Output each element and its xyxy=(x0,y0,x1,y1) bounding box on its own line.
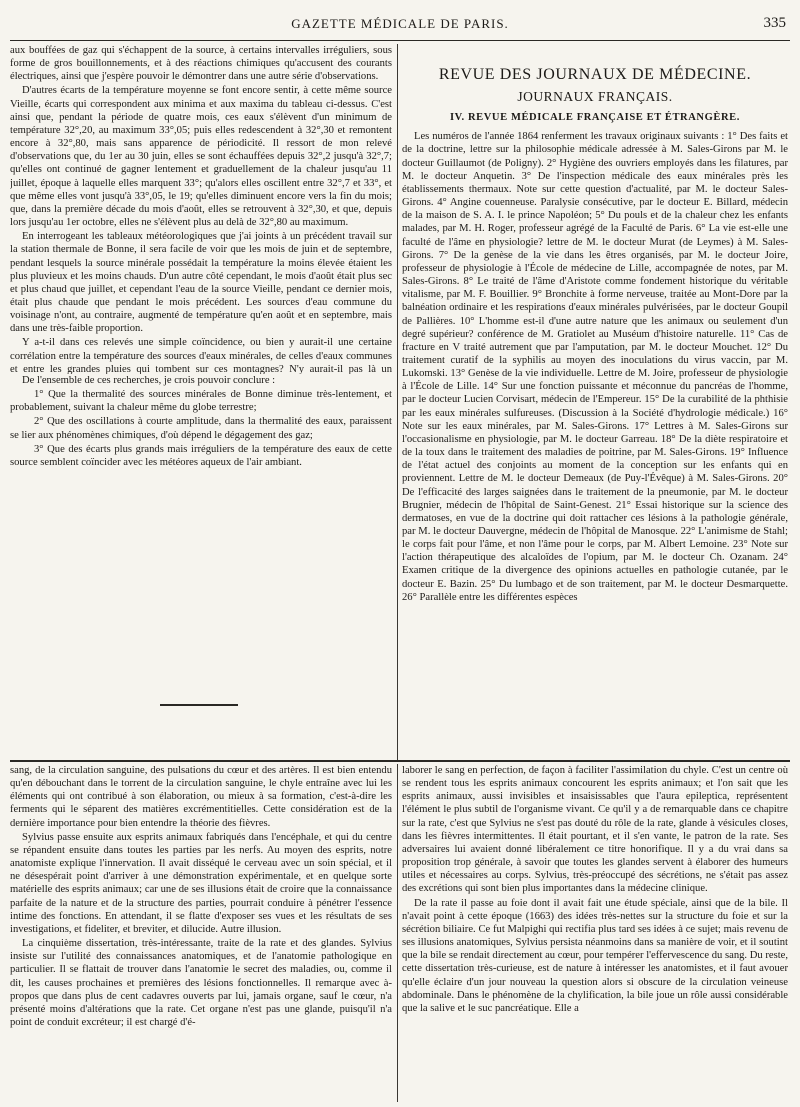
right-column-top xyxy=(402,44,788,759)
section-heading: IV. REVUE MÉDICALE FRANÇAISE ET ÉTRANGÈRE. xyxy=(450,112,740,124)
left-column-top xyxy=(10,44,392,374)
column-divider-top xyxy=(397,44,398,760)
page-number: 335 xyxy=(763,15,786,31)
bottom-right-column xyxy=(402,764,788,1102)
paragraph: laborer le sang en perfection, de façon à faciliter l'assimilation du chyle. C'est un centre où se rendent tous les esprits animaux concourent les esprits animaux; et l'on sait que les esprits animaux, aussi invisibles et insaisissables que l'aura epileptica, représentent l'élément le plus subtil de l'organisme vivant. Ce qu'il y a de remarquable dans ce chapitre sur la rate, c'est que Sylvius ne s'est pas douté du rôle de la rate, glande à vésicules closes, dans les fièvres intermittentes. Il était pourtant, et il s'en vante, le patron de la rate. Ses adversaires lui avaient donné libéralement ce titre honorifique. Il y a du vrai dans sa proposition trop générale, à savoir que toutes les glandes servent à élaborer des humeurs utiles et nécessaires au corps. Sylvius, très-préoccupé des sécrétions, ne s'était pas assez des excrétions qui sont bien plus importantes dans la médecine clinique. xyxy=(402,765,788,895)
conclusion-item: 1° Que la thermalité des sources minérales de Bonne diminue très-lentement, et probablement, suivant la chaleur même du globe terrestre; xyxy=(10,389,392,414)
paragraph: Y a-t-il dans ces relevés une simple coïncidence, ou bien y aurait-il une certaine corrélation entre la température des sources d'eaux minérales, de celles d'eaux communes et entre les grandes pluies qui tombent sur ces montagnes? N'y aurait-il pas là un xyxy=(10,337,392,374)
running-head xyxy=(10,10,790,41)
left-column-conclusions xyxy=(10,374,392,694)
column-divider-bottom xyxy=(397,764,398,1102)
paragraph: aux bouffées de gaz qui s'échappent de la source, à certains intervalles irréguliers, sous forme de gros bouillonnements, et à des réactions chimiques qu'accusent des courants électriques, ainsi que j'espère pouvoir le démontrer dans une autre série d'observations. xyxy=(10,45,392,83)
paragraph: Sylvius passe ensuite aux esprits animaux fabriqués dans l'encéphale, et qui du centre se répandent ensuite dans toutes les parties par les nerfs. Au moyen des esprits, notre anatomiste explique l'innervation. Il avait disséqué le cerveau avec un soin spécial, et il ne désespérait point d'arriver à une démonstration expérimentale, et en quelque sorte matérielle des esprits animaux; car une de ses illusions était de croire que la connaissance parfaite de la nature et de la structure des parties, pourrait conduire à pénétrer l'essence intime des fonctions. En attendant, il se flatte d'exposer ses vues et les résultats de ses investigations, et fideliter, et breviter, et dilucide. Autre illusion. xyxy=(10,831,392,935)
running-title: GAZETTE MÉDICALE DE PARIS. xyxy=(291,16,509,31)
article-end-rule xyxy=(160,704,238,706)
paragraph: La cinquième dissertation, très-intéressante, traite de la rate et des glandes. Sylvius insiste sur l'utilité des connaissances anatomiques, et de l'anatomie pathologique en particulier. Il se flattait de trouver dans l'anatomie le secret des maladies, ou, comme il dit, les causes prochaines et premières des lésions fonctionnelles. Il remarque avec à-propos que dans plus de cent cadavres ouverts par lui, jamais organe, sauf le cœur, n'a présenté moins d'altérations que la rate. Cet organe n'est pas une glande, puisqu'il n'a point de conduit excréteur; il est chargé d'é- xyxy=(10,938,392,1028)
conclusion-item: 2° Que des oscillations à courte amplitude, dans la thermalité des eaux, paraissent se lier aux phénomènes chimiques, d'où dépend le dégagement des gaz; xyxy=(10,416,392,441)
bottom-left-column xyxy=(10,764,392,1102)
paragraph: D'autres écarts de la température moyenne se font encore sentir, à cette même source Vieille, écarts qui correspondent aux minima et aux maxima du tableau ci-dessus. C'est ainsi que, pendant la période de quatre mois, ces eaux s'élèvent d'un minimum de température 32°,20, au maximum 33°,05; puis elles redescendent à 32°,30 et remontent encore à 32°,80, mais sans apparence de périodicité. Il ressort de mon relevé d'observations que, du 1er au 30 juin, elles se sont échauffées depuis 32°,2 jusqu'à 32°,7; qu'elles ont continué de gagner lentement et graduellement de la chaleur jusqu'au 11 juillet, époque à laquelle elles marquent 33°; qu'alors elles oscillent entre 32°,7 et 33°, et que même elles vont jusqu'à 33°,05, le 19; qu'elles diminuent encore vers la fin du mois; que, dans la première décade du mois d'août, elles se retrouvent à 32°,30, et que, depuis lors jusqu'au 1er octobre, elles ne s'élèvent plus au delà de 32°,80 au maximum. xyxy=(10,85,392,229)
revue-title: REVUE DES JOURNAUX DE MÉDECINE. xyxy=(438,66,752,83)
conclusion-intro: De l'ensemble de ces recherches, je crois pouvoir conclure : xyxy=(22,375,276,386)
paragraph: De la rate il passe au foie dont il avait fait une étude spéciale, ainsi que de la bile. Il n'avait point à cette époque (1663) des idées très-nettes sur la structure du foie et sur la sécrétion biliaire. Ce fut Malpighi qui rectifia plus tard ses idées à ce sujet; mais revenu de ses illusions anatomiques, Sylvius persista néanmoins dans sa manière de voir, et il soutint que la bile se rendait directement au cœur, pour tempérer l'effervescence du sang. Du reste, cette dissertation très-curieuse, est de nature à intéresser les anatomistes, et il faut avouer qu'elle éclaire d'un jour nouveau la question alors si obscure de la circulation veineuse abdominale. Dans le phénomène de la chylification, la bile joue un rôle aussi considérable que la salive et le suc pancréatique. Elle a xyxy=(402,897,788,1014)
paragraph: sang, de la circulation sanguine, des pulsations du cœur et des artères. Il est bien entendu qu'en débouchant dans le torrent de la circulation sanguine, le chyle entraîne avec lui les éléments qui ont contribué à son élaboration, ou mieux à sa formation, c'est-à-dire les ferments qui le séparent des matières excrémentitielles. Cette considération est de la dernière importance pour bien entendre la théorie des fièvres. xyxy=(10,765,392,829)
conclusion-item: 3° Que des écarts plus grands mais irréguliers de la température des eaux de cette source semblent coïncider avec les météores aqueux de l'air ambiant. xyxy=(10,443,392,468)
horizontal-divider xyxy=(10,760,790,762)
review-body: Les numéros de l'année 1864 renferment les travaux originaux suivants : 1° Des faits et de la doctrine, lettre sur la philosophie médicale adressée à M. Sales-Girons par M. le docteur Guillaumot (de Poligny). 2° Hygiène des ouvriers employés dans les filatures, par M. le docteur Anquetin. 3° De l'inspection médicale des eaux minérales près les établissements thermaux. Note sur cette question d'actualité, par M. le docteur Sales-Girons. 4° Angine couenneuse. Paralysie consécutive, par le docteur E. Billard, médecin de la maison de S. A. I. le prince Napoléon; 5° Du pouls et de la chaleur chez les enfants malades, par M. H. Roger, professeur agrégé de la Faculté de Paris. 6° La vie est-elle une faculté de l'âme en physiologie? lettre de M. le docteur Murat (de Leymes) à M. Sales-Girons. 7° De la genèse de la vie dans les êtres organisés, par M. le docteur Joire, professeur de physiologie à l'École de médecine de Lille, accompagnée de notes, par M. Sales-Girons. 8° Le traité de l'âme d'Aristote comme fondement historique du véritable vitalisme, par M. F. Bouillier. 9° Bronchite à forme nerveuse, traitée au Mont-Dore par la balnéation ordinaire et les respirations d'eaux minérales pulvérisées, par le docteur Goupil de Pallières. 10° L'homme est-il d'une autre nature que les animaux ou seulement d'un degré supérieur? conférence de M. Gratiolet au Muséum d'histoire naturelle. 11° Cas de fracture en V traité autrement que par l'amputation, par M. le docteur Mouchet. 12° Du traitement curatif de la syphilis au moyen des inoculations du virus vaccin, par M. Lukomski. 13° Genèse de la vie individuelle. Lettre de M. Joire, professeur de physiologie à l'École de Lille. 14° Sur une fonction puissante et méconnue du pancréas de l'homme, par le docteur Lucien Corvisart, médecin de l'Empereur. 15° De la curabilité de la phthisie par les eaux minérales sulfureuses. (Discussion à la Société d'hydrologie médicale.) 16° Note sur les eaux minérales, par M. Sales-Girons. 17° Lettres à M. Sales-Girons sur l'occasionalisme en physiologie, par M. le docteur Garreau. 18° De la diète respiratoire et de la toux dans le traitement des maladies de poitrine, par M. Sales-Girons. 19° Influence de l'état actuel des conjoints au moment de la conception sur les enfants qui en proviennent. Lettre de M. le docteur Demeaux (de Puy-l'Évêque) à M. Sales-Girons. 20° De l'efficacité des larges saignées dans le traitement de la pneumonie, par M. le docteur Brugnier, médecin de l'hôpital de Saint-Genest. 21° Essai historique sur la science des dermatoses, en vue de la doctrine qui doit rattacher ces lésions à la pathologie générale, par M. le docteur Dauvergne, médecin de l'hôpital de Manosque. 22° L'animisme de Stahl; le corps fait pour l'âme, et non l'âme pour le corps, par M. Albert Lemoine. 23° Note sur l'action thérapeutique des alcaloïdes de l'opium, par M. le docteur Ch. Ozanam. 24° Examen critique de la divergence des opinions actuelles en pathologie cutanée, par le docteur E. Bazin. 25° Du lumbago et de son traitement, par M. le docteur Desmarquette. 26° Parallèle entre les différentes espèces xyxy=(402,131,788,603)
paragraph: En interrogeant les tableaux météorologiques que j'ai joints à un précédent travail sur la station thermale de Bonne, il sera facile de voir que les mois de juin et de septembre, pendant lesquels la source minérale possédait la température la moins élevée étaient les plus pluvieux et les moins chauds. D'un autre côté cependant, le mois d'août était plus sec et plus chaud que juillet, et cependant l'eau de la source Vieille, pendant ce dernier mois, était plus chaude que pendant le mois précédent. Les sources d'eau commune du voisinage n'ont, au contraire, augmenté de température qu'en août et en septembre, mais dans une très-faible proportion. xyxy=(10,231,392,335)
journaux-title: JOURNAUX FRANÇAIS. xyxy=(517,89,673,104)
